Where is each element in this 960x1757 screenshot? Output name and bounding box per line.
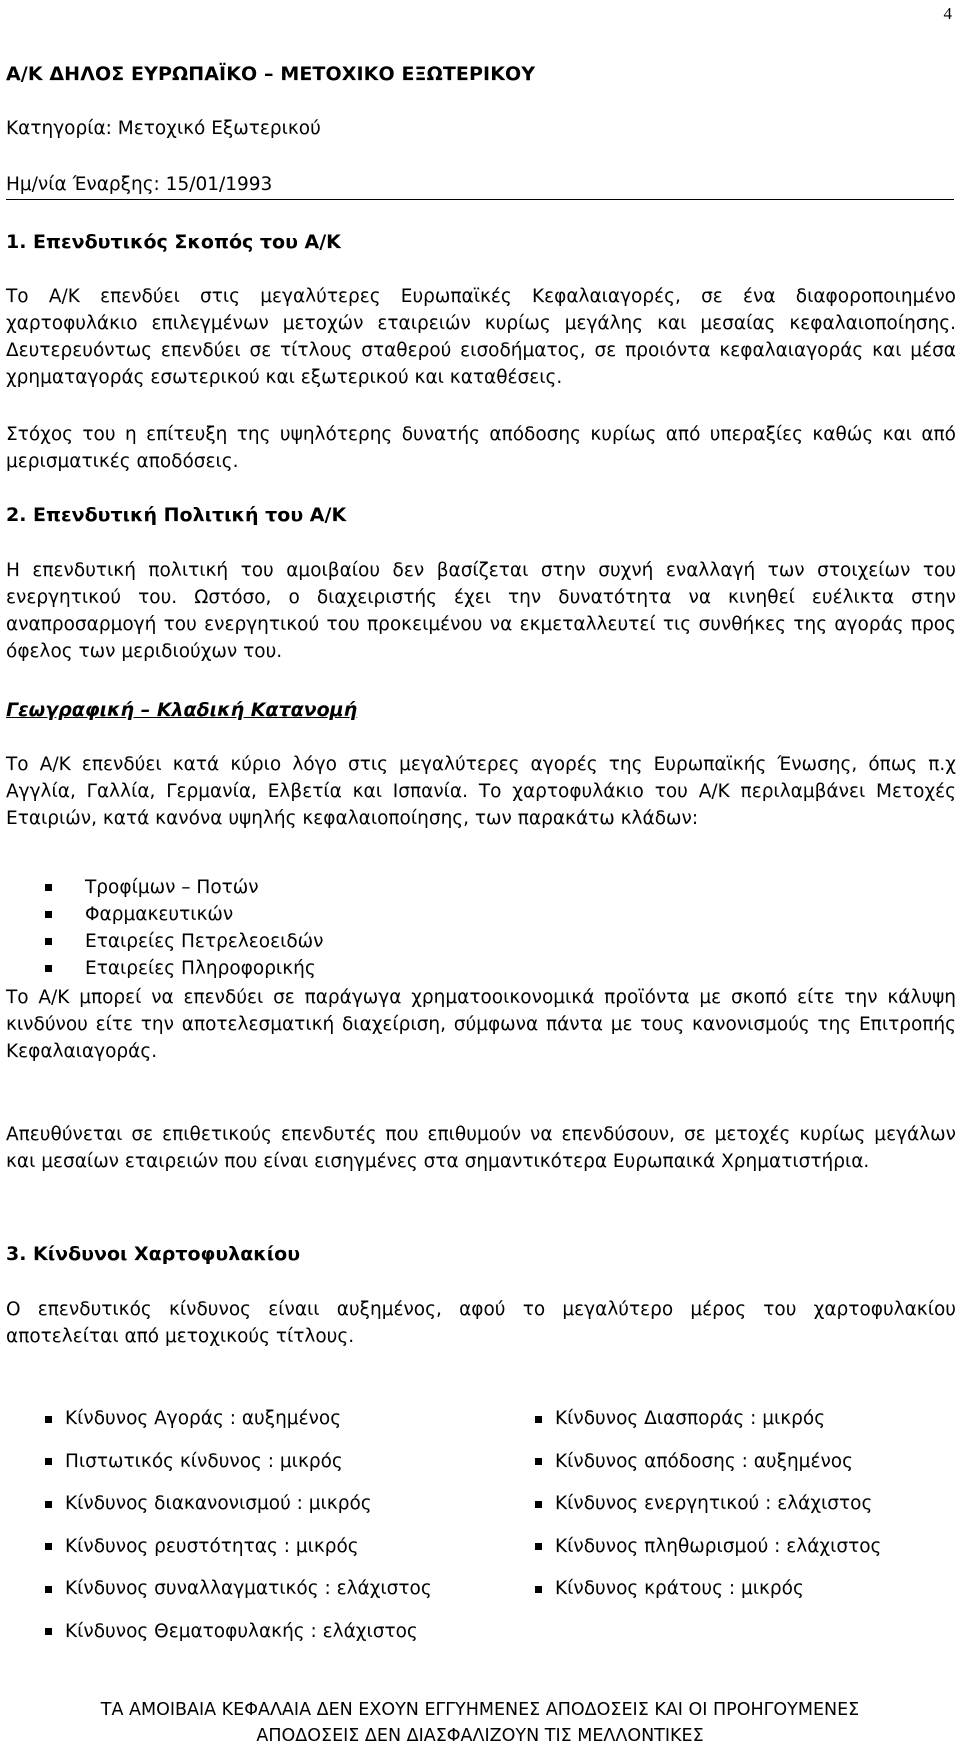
bullet-icon xyxy=(45,884,52,891)
bullet-icon xyxy=(535,1458,542,1465)
bullet-icon xyxy=(45,1458,52,1465)
section-investment-policy-title: 2. Επενδυτική Πολιτική του Α/Κ xyxy=(6,504,347,526)
bullet-icon xyxy=(535,1543,542,1550)
page-number: 4 xyxy=(943,4,952,23)
bullet-icon xyxy=(45,1501,52,1508)
portfolio-risk-paragraph: Ο επενδυτικός κίνδυνος είναιι αυξημένος, αφού το μεγαλύτερο μέρος του χαρτοφυλακίου αποτελείται από μετοχικούς τίτλους. xyxy=(6,1299,956,1347)
investment-goal-paragraph: Στόχος του η επίτευξη της υψηλότερης δυνατής απόδοσης κυρίως από υπεραξίες καθώς και από μερισματικές αποδόσεις. xyxy=(6,424,956,472)
risk-list-right xyxy=(535,1398,881,1611)
list-item: Εταιρείες Πετρελεοειδών xyxy=(45,928,324,955)
bullet-icon xyxy=(45,1416,52,1423)
disclaimer xyxy=(0,1697,960,1749)
investment-policy-paragraph: Η επενδυτική πολιτική του αμοιβαίου δεν βασίζεται στην συχνή εναλλαγή των στοιχείων του ενεργητικού του. Ωστόσο, ο διαχειριστής έχει την δυνατότητα να κινηθεί ευέλικτα στην αναπροσαρμογή του ενεργητικού του προκειμένου να εκμεταλλευτεί τις συνθήκες της αγοράς προς όφελος των μεριδιούχων του. xyxy=(6,560,956,662)
list-item: Κίνδυνος Αγοράς : αυξημένος xyxy=(45,1398,432,1441)
fund-start-date: Ημ/νία Έναρξης: 15/01/1993 xyxy=(6,174,954,200)
document-title: Α/Κ ΔΗΛΟΣ ΕΥΡΩΠΑΪΚΟ – ΜΕΤΟΧΙΚΟ ΕΞΩΤΕΡΙΚΟΥ xyxy=(6,63,536,85)
list-item: Κίνδυνος Διασποράς : μικρός xyxy=(535,1398,881,1441)
section-portfolio-risks-title: 3. Κίνδυνοι Χαρτοφυλακίου xyxy=(6,1243,301,1265)
target-investors-paragraph: Απευθύνεται σε επιθετικούς επενδυτές που επιθυμούν να επενδύσουν, σε μετοχές κυρίως μεγάλων και μεσαίων εταιρειών που είναι εισηγμένες στα σημαντικότερα Ευρωπαικά Χρηματιστήρια. xyxy=(6,1124,956,1172)
list-item: Κίνδυνος συναλλαγματικός : ελάχιστος xyxy=(45,1568,432,1611)
sector-list xyxy=(45,874,324,982)
list-item: Κίνδυνος πληθωρισμού : ελάχιστος xyxy=(535,1526,881,1569)
list-item: Κίνδυνος ρευστότητας : μικρός xyxy=(45,1526,432,1569)
list-item: Κίνδυνος απόδοσης : αυξημένος xyxy=(535,1441,881,1484)
bullet-icon xyxy=(45,911,52,918)
list-item: Κίνδυνος ενεργητικού : ελάχιστος xyxy=(535,1483,881,1526)
list-item: Εταιρείες Πληροφορικής xyxy=(45,955,324,982)
geographic-sector-allocation-title: Γεωγραφική – Κλαδική Κατανομή xyxy=(6,699,358,721)
list-item: Κίνδυνος Θεματοφυλακής : ελάχιστος xyxy=(45,1611,432,1654)
derivatives-paragraph: Το Α/Κ μπορεί να επενδύει σε παράγωγα χρηματοοικονομικά προϊόντα με σκοπό είτε την κάλυψη κινδύνου είτε την αποτελεσματική διαχείριση, σύμφωνα πάντα με τους κανονισμούς της Επιτροπής Κεφαλαιαγοράς. xyxy=(6,987,956,1062)
list-item: Τροφίμων – Ποτών xyxy=(45,874,324,901)
bullet-icon xyxy=(535,1416,542,1423)
bullet-icon xyxy=(535,1586,542,1593)
disclaimer-line-1: ΤΑ ΑΜΟΙΒΑΙΑ ΚΕΦΑΛΑΙΑ ΔΕΝ ΕΧΟΥΝ ΕΓΓΥΗΜΕΝΕΣ ΑΠΟΔΟΣΕΙΣ ΚΑΙ ΟΙ ΠΡΟΗΓΟΥΜΕΝΕΣ xyxy=(100,1700,860,1720)
bullet-icon xyxy=(45,1628,52,1635)
disclaimer-line-2: ΑΠΟΔΟΣΕΙΣ ΔΕΝ ΔΙΑΣΦΑΛΙΖΟΥΝ ΤΙΣ ΜΕΛΛΟΝΤΙΚΕΣ xyxy=(256,1726,704,1746)
bullet-icon xyxy=(45,938,52,945)
bullet-icon xyxy=(535,1501,542,1508)
list-item: Φαρμακευτικών xyxy=(45,901,324,928)
list-item: Κίνδυνος κράτους : μικρός xyxy=(535,1568,881,1611)
bullet-icon xyxy=(45,1543,52,1550)
geographic-allocation-paragraph: Το Α/Κ επενδύει κατά κύριο λόγο στις μεγαλύτερες αγορές της Ευρωπαϊκής Ένωσης, όπως π.χ Αγγλία, Γαλλία, Γερμανία, Ελβετία και Ισπανία. Το χαρτοφυλάκιο του Α/Κ περιλαμβάνει Μετοχές Εταιριών, κατά κανόνα υψηλής κεφαλαιοποίησης, των παρακάτω κλάδων: xyxy=(6,754,956,829)
list-item: Πιστωτικός κίνδυνος : μικρός xyxy=(45,1441,432,1484)
fund-category: Κατηγορία: Μετοχικό Εξωτερικού xyxy=(6,118,321,139)
bullet-icon xyxy=(45,1586,52,1593)
risk-list-left xyxy=(45,1398,432,1653)
bullet-icon xyxy=(45,965,52,972)
list-item: Κίνδυνος διακανονισμού : μικρός xyxy=(45,1483,432,1526)
investment-objective-paragraph: Το Α/Κ επενδύει στις μεγαλύτερες Ευρωπαϊκές Κεφαλαιαγορές, σε ένα διαφοροποιημένο χαρτοφυλάκιο επιλεγμένων μετοχών εταιρειών κυρίως μεγάλης και μεσαίας κεφαλαιοποίησης. Δευτερευόντως επενδύει σε τίτλους σταθερού εισοδήματος, σε προιόντα κεφαλαιαγοράς και μέσα χρηματαγοράς εσωτερικού και εξωτερικού και καταθέσεις. xyxy=(6,286,956,388)
section-investment-objective-title: 1. Επενδυτικός Σκοπός του Α/Κ xyxy=(6,231,341,253)
